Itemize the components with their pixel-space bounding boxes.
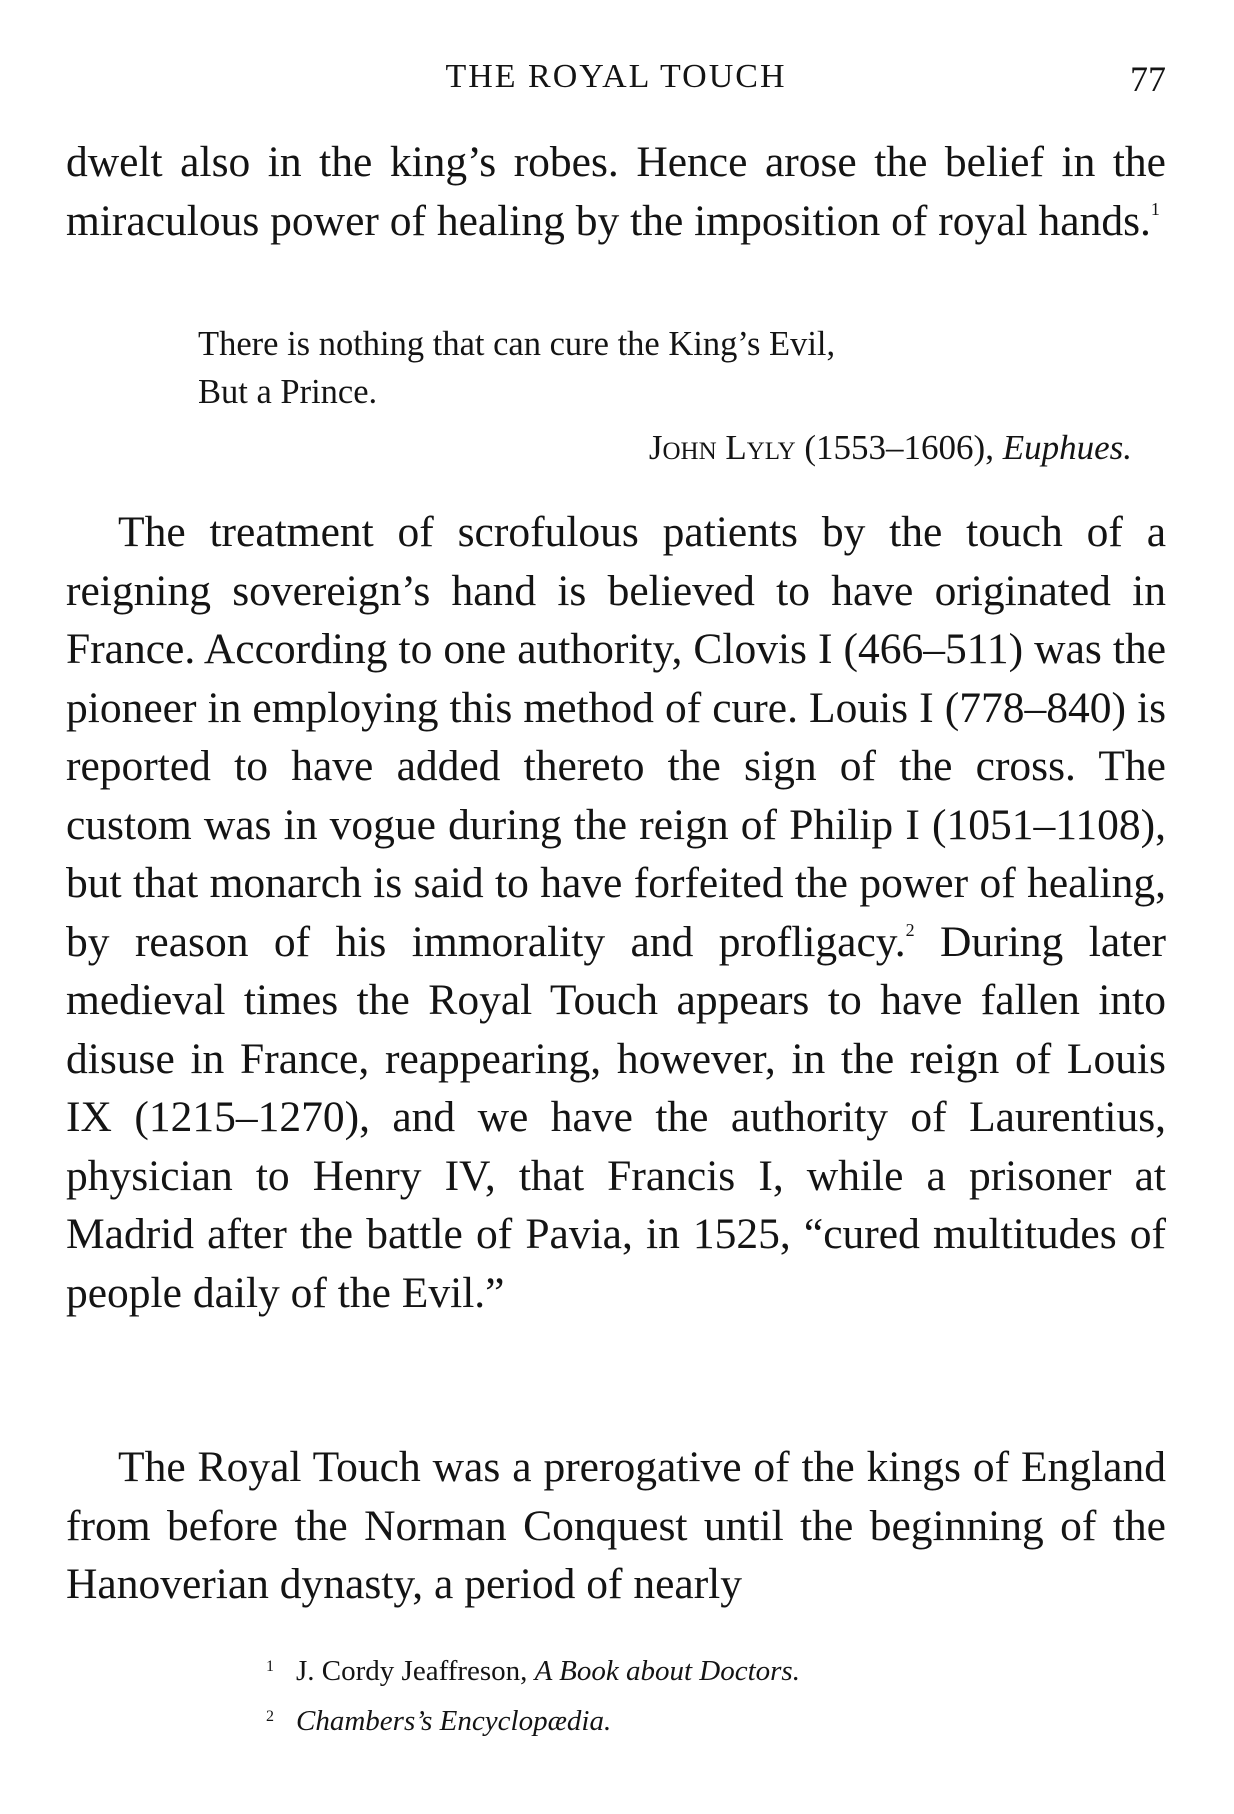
verse-quotation [198, 320, 1138, 416]
attribution-author: John Lyly [648, 428, 796, 467]
footnote-ref-1: 1 [1150, 198, 1160, 219]
paragraph-2 [66, 503, 1166, 1322]
footnote-2-title: Chambers’s Encyclopædia. [296, 1705, 612, 1737]
running-head [66, 58, 1166, 104]
footnote-2 [266, 1694, 1166, 1744]
footnote-1-title: A Book about Doctors. [534, 1655, 800, 1687]
paragraph-3-text: The Royal Touch was a prerogative of the kings of England from before the Norman Conquest until the beginning of the Hanoverian dynasty, a period of nearly [66, 1443, 1166, 1608]
page-number: 77 [1130, 59, 1166, 99]
paragraph-1 [66, 133, 1166, 250]
running-title: THE ROYAL TOUCH [445, 58, 787, 95]
attribution-dates: (1553–1606), [804, 428, 994, 467]
attribution-work: Euphues. [1002, 428, 1132, 467]
footnote-ref-2: 2 [905, 919, 915, 940]
footnote-1-author: J. Cordy Jeaffreson, [296, 1655, 528, 1687]
verse-attribution [649, 428, 1132, 468]
paragraph-3 [66, 1438, 1166, 1614]
footnote-2-marker: 2 [266, 1708, 274, 1725]
footnotes [266, 1644, 1166, 1744]
verse-line-2: But a Prince. [198, 373, 378, 411]
footnote-1 [266, 1644, 1166, 1694]
verse-line-1: There is nothing that can cure the King’s Evil, [198, 325, 836, 363]
paragraph-2-text-a: The treatment of scrofulous patients by the touch of a reigning sovereign’s hand is believed to have originated in France. According to one authority, Clovis I (466–511) was the pioneer in employing this method of cure. Louis I (778–840) is reported to have added thereto the sign of the cross. The custom was in vogue during the reign of Philip I (1051–1108), but that monarch is said to have forfeited the power of healing, by reason of his immorality and profligacy. [66, 508, 1166, 966]
footnote-1-marker: 1 [266, 1658, 274, 1675]
paragraph-1-text: dwelt also in the king’s robes. Hence arose the belief in the miraculous power of healing by the imposition of royal hands. [66, 138, 1166, 245]
paragraph-2-text-b: During later medieval times the Royal Touch appears to have fallen into disuse in France, reappearing, however, in the reign of Louis IX (1215–1270), and we have the authority of Laurentius, physician to Henry IV, that Francis I, while a prisoner at Madrid after the battle of Pavia, in 1525, “cured multitudes of people daily of the Evil.” [66, 917, 1166, 1317]
